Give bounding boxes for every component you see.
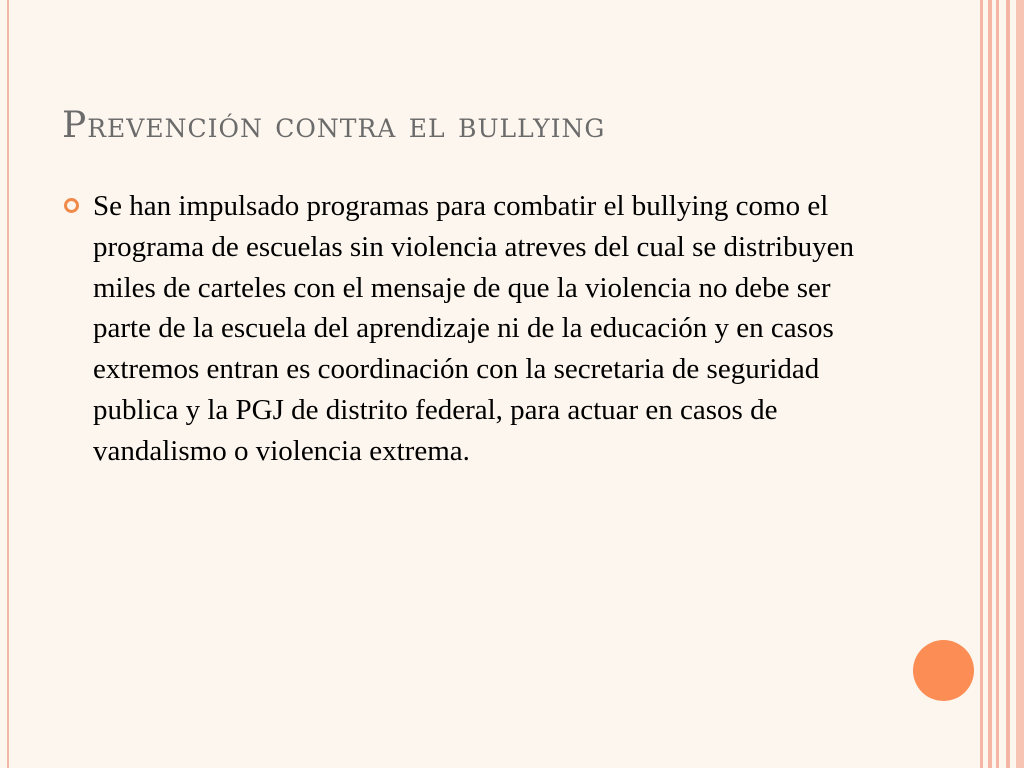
frame-line-left: [7, 0, 9, 768]
frame-stripe-right: [1006, 0, 1010, 768]
frame-stripe-right: [996, 0, 999, 768]
slide-content: [62, 186, 882, 472]
circle-bullet-icon: [64, 198, 79, 213]
bullet-text: Se han impulsado programas para combatir el bullying como el programa de escuelas sin violencia atreves del cual se distribuyen miles de carteles con el mensaje de que la violencia no debe ser parte de la escuela del aprendizaje ni de la educación y en casos extremos entran es coordinación con la secretaria de seguridad publica y la PGJ de distrito federal, para actuar en casos de vandalismo o violencia extrema.: [93, 190, 854, 467]
frame-stripe-right: [980, 0, 983, 768]
slide-title: Prevención contra el bullying: [62, 105, 606, 146]
frame-stripe-right: [1016, 0, 1024, 768]
frame-stripe-right: [988, 0, 992, 768]
decorative-circle-icon: [913, 640, 974, 701]
bullet-item: [62, 186, 882, 472]
